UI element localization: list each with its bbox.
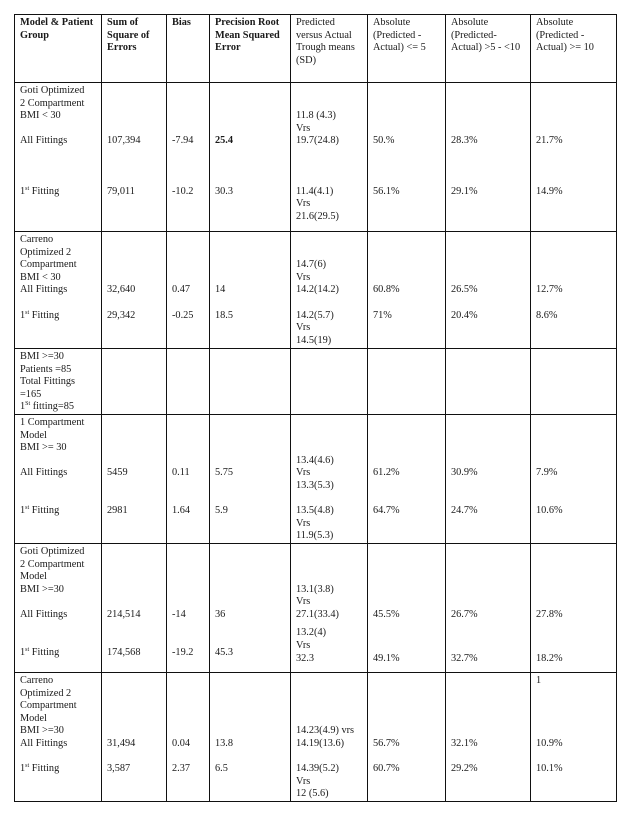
bias-value: 1.64	[172, 505, 191, 517]
row-label: All Fittings	[20, 608, 68, 620]
group-label-line: Optimized 2	[20, 246, 72, 258]
row-label: All Fittings	[20, 467, 68, 479]
empty-cell	[368, 349, 446, 415]
pred-line: 13.4(4.6)	[296, 454, 334, 466]
header-predicted-vs-actual: Predicted versus Actual Trough means (SD)	[291, 15, 368, 83]
bias-value: -0.25	[172, 309, 194, 321]
group-label-line: Goti Optimized	[20, 85, 85, 96]
empty-cell	[291, 349, 368, 415]
bias-value: 0.47	[172, 284, 191, 296]
abs-le5-cell	[368, 232, 446, 349]
prmse-value: 13.8	[215, 737, 234, 749]
abs-ge10-cell	[531, 543, 617, 672]
predicted-vs-actual-cell	[291, 672, 368, 801]
model-group-cell	[15, 543, 102, 672]
pred-line: 11.9(5.3)	[296, 530, 334, 542]
sse-cell	[102, 414, 167, 543]
sse-value: 107,394	[107, 135, 141, 147]
bias-value: 0.11	[172, 467, 190, 479]
results-table	[14, 14, 617, 802]
pred-line: Vrs	[296, 517, 311, 529]
sse-value: 214,514	[107, 608, 141, 620]
abs-le5-cell	[368, 83, 446, 232]
bias-value: -10.2	[172, 185, 194, 197]
sse-value: 32,640	[107, 284, 136, 296]
pred-line: Vrs	[296, 322, 311, 334]
abs-5-10-cell	[446, 414, 531, 543]
bias-value: 2.37	[172, 763, 191, 775]
group-label-line: Carreno	[20, 674, 54, 686]
pct-value: 45.5%	[373, 608, 400, 620]
group-label-line: Model	[20, 712, 47, 724]
bias-value: -7.94	[172, 135, 194, 147]
model-group-cell	[15, 672, 102, 801]
pct-value: 20.4%	[451, 309, 478, 321]
pred-line: Vrs	[296, 122, 311, 134]
row-label: All Fittings	[20, 737, 68, 749]
group-row-1comp-bmi-ge30	[15, 414, 617, 543]
group-label-line: BMI >= 30	[20, 442, 67, 454]
prmse-value: 30.3	[215, 185, 234, 197]
group-label-line: Compartment	[20, 700, 77, 712]
prmse-cell	[210, 232, 291, 349]
pred-line: Vrs	[296, 596, 311, 608]
pct-value: 28.3%	[451, 135, 478, 147]
group-row-goti-bmi-ge30	[15, 543, 617, 672]
pct-value: 24.7%	[451, 505, 478, 517]
sse-cell	[102, 543, 167, 672]
sse-value: 5459	[107, 467, 128, 479]
pct-value: 10.6%	[536, 505, 563, 517]
pct-value: 8.6%	[536, 309, 558, 321]
group-label-line: Model	[20, 571, 47, 583]
pct-value: 18.2%	[536, 652, 563, 664]
pred-line: 14.2(5.7)	[296, 309, 334, 321]
abs-le5-cell	[368, 672, 446, 801]
group-label-line: BMI >=30	[20, 351, 64, 362]
prmse-value: 14	[215, 284, 226, 296]
row-label: 1st Fitting	[20, 763, 60, 775]
pred-line: Vrs	[296, 775, 311, 787]
pct-value: 26.5%	[451, 284, 478, 296]
group-label-line: Optimized 2	[20, 687, 72, 699]
prmse-cell	[210, 414, 291, 543]
pct-value: 29.2%	[451, 763, 478, 775]
group-label-line: BMI >=30	[20, 725, 64, 737]
bias-cell	[167, 83, 210, 232]
sse-value: 2981	[107, 505, 128, 517]
row-label: 1st Fitting	[20, 185, 60, 197]
prmse-cell	[210, 543, 291, 672]
abs-5-10-cell	[446, 543, 531, 672]
row-label: 1st Fitting	[20, 505, 60, 517]
abs-ge10-cell	[531, 672, 617, 801]
row-label: 1st Fitting	[20, 646, 60, 658]
pred-line: Vrs	[296, 467, 311, 479]
row-label: All Fittings	[20, 135, 68, 147]
sse-value: 3,587	[107, 763, 131, 775]
pred-line: 14.19(13.6)	[296, 737, 345, 749]
sse-value: 79,011	[107, 185, 135, 197]
sse-cell	[102, 232, 167, 349]
prmse-value: 36	[215, 608, 226, 620]
group-label-line: BMI < 30	[20, 271, 61, 283]
stray-note: 1	[536, 674, 542, 686]
empty-cell	[102, 349, 167, 415]
pct-value: 10.1%	[536, 763, 563, 775]
pred-line: 27.1(33.4)	[296, 608, 339, 620]
group-label-line: Model	[20, 429, 47, 441]
bias-value: -19.2	[172, 646, 194, 658]
sse-cell	[102, 83, 167, 232]
pct-value: 14.9%	[536, 185, 563, 197]
sse-value: 174,568	[107, 646, 141, 658]
group-label-line: 1 Compartment	[20, 416, 85, 428]
bias-cell	[167, 672, 210, 801]
header-sse: Sum of Square of Errors	[102, 15, 167, 83]
pred-line: 21.6(29.5)	[296, 210, 339, 222]
empty-cell	[446, 349, 531, 415]
group-label-line: 2 Compartment	[20, 558, 85, 570]
group-label-line: Compartment	[20, 259, 77, 271]
abs-ge10-cell	[531, 232, 617, 349]
abs-le5-cell	[368, 543, 446, 672]
pct-value: 49.1%	[373, 652, 400, 664]
predicted-vs-actual-cell	[291, 543, 368, 672]
model-group-cell	[15, 414, 102, 543]
pct-value: 21.7%	[536, 135, 563, 147]
model-group-cell	[15, 349, 102, 415]
prmse-cell	[210, 83, 291, 232]
pred-line: 14.39(5.2)	[296, 763, 339, 775]
pct-value: 26.7%	[451, 608, 478, 620]
abs-5-10-cell	[446, 232, 531, 349]
group-label-line: 2 Compartment	[20, 97, 85, 109]
prmse-value: 5.9	[215, 505, 228, 517]
pct-value: 32.7%	[451, 652, 478, 664]
pct-value: 61.2%	[373, 467, 400, 479]
pct-value: 60.8%	[373, 284, 400, 296]
pred-line: 12 (5.6)	[296, 788, 329, 800]
pct-value: 64.7%	[373, 505, 400, 517]
group-label-line: 1St fitting=85	[20, 401, 75, 413]
pct-value: 56.7%	[373, 737, 400, 749]
sse-value: 31,494	[107, 737, 136, 749]
empty-cell	[531, 349, 617, 415]
header-abs-5-10: Absolute (Predicted- Actual) >5 - <10	[446, 15, 531, 83]
pred-line: Vrs	[296, 640, 311, 652]
header-prmse: Precision Root Mean Squared Error	[210, 15, 291, 83]
bias-cell	[167, 543, 210, 672]
empty-cell	[210, 349, 291, 415]
bias-value: -14	[172, 608, 186, 620]
prmse-value: 45.3	[215, 646, 234, 658]
pct-value: 30.9%	[451, 467, 478, 479]
pred-line: 32.3	[296, 652, 315, 664]
header-bias: Bias	[167, 15, 210, 83]
pred-line: 14.23(4.9) vrs	[296, 725, 355, 737]
model-group-cell	[15, 232, 102, 349]
pct-value: 32.1%	[451, 737, 478, 749]
pred-line: Vrs	[296, 271, 311, 283]
header-abs-ge10: Absolute (Predicted - Actual) >= 10	[531, 15, 617, 83]
group-label-line: =165	[20, 388, 42, 400]
empty-cell	[167, 349, 210, 415]
sse-cell	[102, 672, 167, 801]
pct-value: 7.9%	[536, 467, 558, 479]
prmse-value: 25.4	[215, 135, 234, 147]
model-group-cell	[15, 83, 102, 232]
sse-value: 29,342	[107, 309, 136, 321]
group-label-line: BMI >=30	[20, 583, 64, 595]
pred-line: 14.2(14.2)	[296, 284, 339, 296]
predicted-vs-actual-cell	[291, 232, 368, 349]
pred-line: 13.1(3.8)	[296, 583, 334, 595]
abs-ge10-cell	[531, 83, 617, 232]
pred-line: 11.4(4.1)	[296, 185, 334, 197]
prmse-cell	[210, 672, 291, 801]
pred-line: 14.5(19)	[296, 334, 332, 346]
abs-le5-cell	[368, 414, 446, 543]
group-label-line: Total Fittings	[20, 376, 76, 388]
group-row-bmi-ge30-summary	[15, 349, 617, 415]
group-row-goti-bmi-lt30	[15, 83, 617, 232]
header-abs-le5: Absolute (Predicted - Actual) <= 5	[368, 15, 446, 83]
pred-line: 13.2(4)	[296, 627, 327, 639]
pred-line: 11.8 (4.3)	[296, 110, 336, 122]
pred-line: 14.7(6)	[296, 259, 327, 271]
pct-value: 10.9%	[536, 737, 563, 749]
prmse-value: 5.75	[215, 467, 234, 479]
row-label: All Fittings	[20, 284, 68, 296]
abs-5-10-cell	[446, 672, 531, 801]
bias-value: 0.04	[172, 737, 191, 749]
pct-value: 12.7%	[536, 284, 563, 296]
bias-cell	[167, 232, 210, 349]
pct-value: 29.1%	[451, 185, 478, 197]
row-label: 1st Fitting	[20, 309, 60, 321]
pct-value: 27.8%	[536, 608, 563, 620]
pct-value: 71%	[373, 309, 392, 321]
header-row	[15, 15, 617, 83]
pct-value: 50.%	[373, 135, 395, 147]
pred-line: 13.5(4.8)	[296, 505, 334, 517]
pct-value: 60.7%	[373, 763, 400, 775]
group-label-line: BMI < 30	[20, 110, 61, 122]
pct-value: 56.1%	[373, 185, 400, 197]
prmse-value: 6.5	[215, 763, 228, 775]
predicted-vs-actual-cell	[291, 83, 368, 232]
prmse-value: 18.5	[215, 309, 234, 321]
predicted-vs-actual-cell	[291, 414, 368, 543]
group-row-carreno-bmi-ge30	[15, 672, 617, 801]
group-label-line: Carreno	[20, 234, 54, 245]
bias-cell	[167, 414, 210, 543]
abs-ge10-cell	[531, 414, 617, 543]
pred-line: 13.3(5.3)	[296, 479, 334, 491]
abs-5-10-cell	[446, 83, 531, 232]
group-label-line: Patients =85	[20, 363, 72, 375]
header-model-group: Model & Patient Group	[15, 15, 102, 83]
group-label-line: Goti Optimized	[20, 545, 85, 557]
pred-line: Vrs	[296, 198, 311, 210]
group-row-carreno-bmi-lt30	[15, 232, 617, 349]
pred-line: 19.7(24.8)	[296, 135, 339, 147]
